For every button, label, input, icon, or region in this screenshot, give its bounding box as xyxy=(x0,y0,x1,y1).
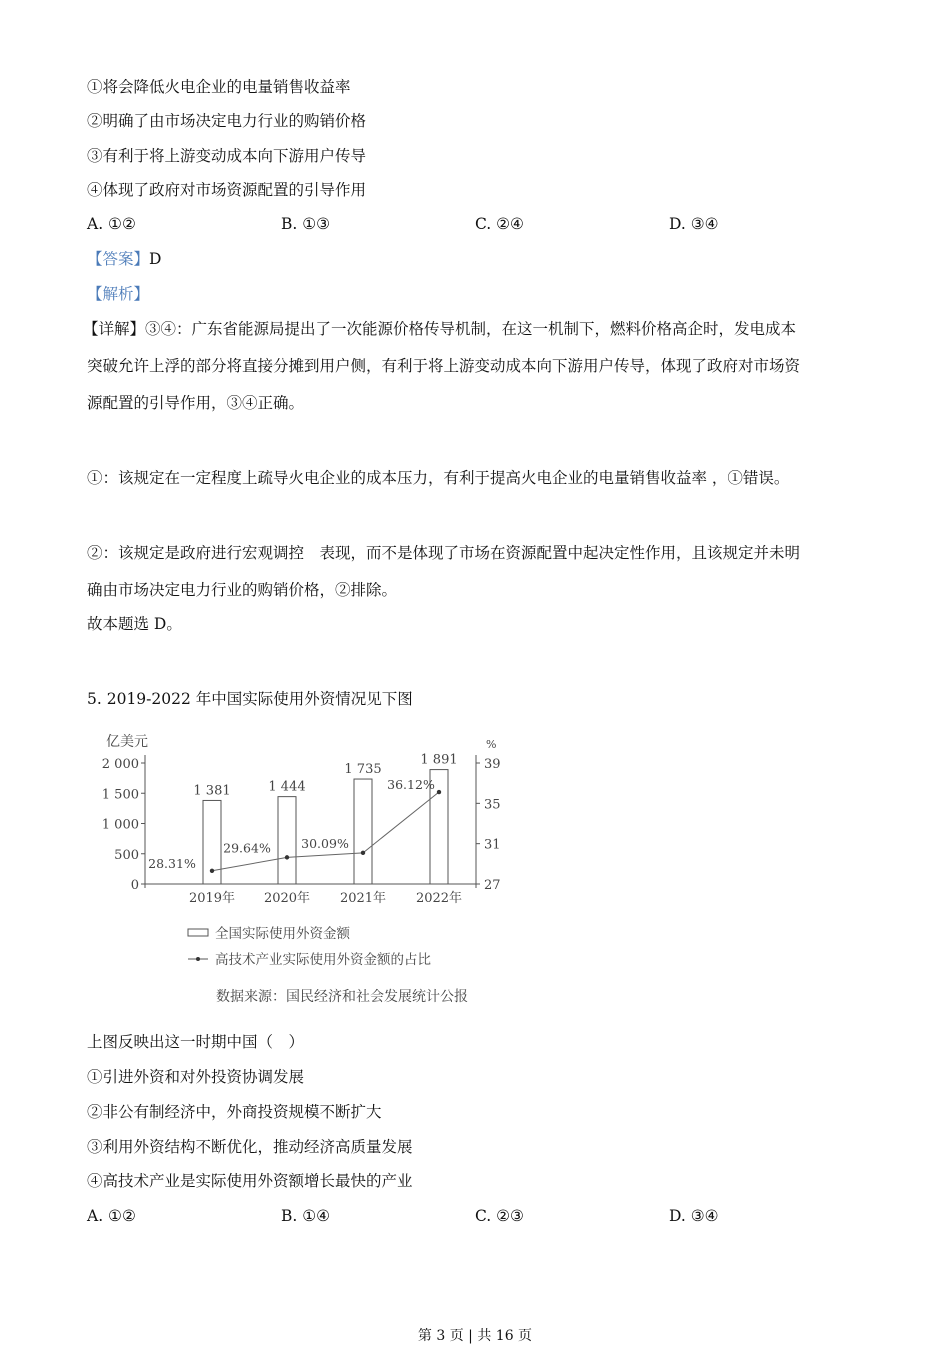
q5-statement-1: ①引进外资和对外投资协调发展 xyxy=(87,1068,305,1086)
x-tick-label: 2020年 xyxy=(263,891,311,906)
y2-tick-label: 31 xyxy=(484,837,501,853)
analysis-tag: 【解析】 xyxy=(87,285,150,303)
answer-value: D xyxy=(149,250,162,268)
q5-option-c: C. ②③ xyxy=(475,1207,524,1225)
wrong-2-line-1: ②：该规定是政府进行宏观调控 表现，而不是体现了市场在资源配置中起决定性作用，且该规定并未明 xyxy=(87,544,801,562)
detail-line-3: 源配置的引导作用，③④正确。 xyxy=(87,394,305,412)
share-value-label: 28.31% xyxy=(148,855,196,871)
q5-statement-2: ②非公有制经济中，外商投资规模不断扩大 xyxy=(87,1103,382,1121)
q5-statement-3: ③利用外资结构不断优化，推动经济高质量发展 xyxy=(87,1138,413,1156)
detail-text: ③④：广东省能源局提出了一次能源价格传导机制，在这一机制下，燃料价格高企时，发电成本 xyxy=(145,320,797,338)
q5-option-d: D. ③④ xyxy=(669,1207,719,1225)
bar-2021年 xyxy=(354,779,372,884)
fdi-chart xyxy=(100,728,510,1013)
q4-statement-2: ②明确了由市场决定电力行业的购销价格 xyxy=(87,112,367,130)
share-point xyxy=(437,790,441,794)
legend-line-label: 高技术产业实际使用外资金额的占比 xyxy=(215,952,431,968)
bar-2020年 xyxy=(278,797,296,884)
legend-line-marker xyxy=(196,957,200,961)
y2-tick-label: 35 xyxy=(484,797,501,813)
detail-line-2: 突破允许上浮的部分将直接分摊到用户侧，有利于将上游变动成本向下游用户传导，体现了政府对市场资 xyxy=(87,357,801,375)
wrong-2-line-2: 确由市场决定电力行业的购销价格，②排除。 xyxy=(87,581,398,599)
y-tick-label: 500 xyxy=(114,847,139,863)
y-tick-label: 0 xyxy=(130,878,139,893)
share-point xyxy=(210,869,214,873)
y2-tick-label: 39 xyxy=(484,757,501,772)
share-line xyxy=(212,792,439,871)
chart-source: 数据来源：国民经济和社会发展统计公报 xyxy=(216,989,468,1005)
y-tick-label: 2 000 xyxy=(101,757,139,772)
x-tick-label: 2022年 xyxy=(415,891,463,906)
detail-tag: 【详解】 xyxy=(83,320,146,338)
q4-option-a: A. ①② xyxy=(87,215,136,233)
detail-line-1 xyxy=(83,319,796,339)
share-value-label: 36.12% xyxy=(387,777,435,793)
page-footer: 第 3 页 | 共 16 页 xyxy=(417,1328,533,1344)
answer-line xyxy=(87,249,161,269)
q5-statement-4: ④高技术产业是实际使用外资额增长最快的产业 xyxy=(87,1172,413,1190)
q5-title: 5. 2019-2022 年中国实际使用外资情况见下图 xyxy=(87,690,413,708)
y-axis-label: 亿美元 xyxy=(106,734,148,750)
share-value-label: 30.09% xyxy=(301,835,349,851)
q4-option-c: C. ②④ xyxy=(475,215,524,233)
bar-value-label: 1 891 xyxy=(420,752,458,768)
answer-tag: 【答案】 xyxy=(87,250,150,268)
wrong-1: ①：该规定在一定程度上疏导火电企业的成本压力，有利于提高火电企业的电量销售收益率 ，①错误。 xyxy=(87,469,790,487)
q4-statement-3: ③有利于将上游变动成本向下游用户传导 xyxy=(87,147,367,165)
conclusion: 故本题选 D。 xyxy=(87,615,182,633)
bar-value-label: 1 735 xyxy=(344,762,382,778)
y-tick-label: 1 000 xyxy=(101,817,139,833)
share-point xyxy=(361,851,365,855)
legend-bar-label: 全国实际使用外资金额 xyxy=(215,926,350,942)
q5-stem: 上图反映出这一时期中国（ ） xyxy=(87,1033,305,1051)
q5-option-a: A. ①② xyxy=(87,1207,136,1225)
y-tick-label: 1 500 xyxy=(101,787,139,803)
share-value-label: 29.64% xyxy=(223,840,271,856)
q4-statement-1: ①将会降低火电企业的电量销售收益率 xyxy=(87,78,351,96)
bar-value-label: 1 444 xyxy=(268,779,306,795)
q4-option-d: D. ③④ xyxy=(669,215,719,233)
q5-option-b: B. ①④ xyxy=(281,1207,331,1225)
y2-tick-label: 27 xyxy=(484,878,501,893)
legend-bar-swatch xyxy=(188,929,208,936)
x-tick-label: 2021年 xyxy=(339,891,387,906)
bar-value-label: 1 381 xyxy=(193,783,231,799)
q4-option-b: B. ①③ xyxy=(281,215,331,233)
q4-statement-4: ④体现了政府对市场资源配置的引导作用 xyxy=(87,181,367,199)
x-tick-label: 2019年 xyxy=(188,891,236,906)
y2-axis-label: % xyxy=(486,738,497,751)
share-point xyxy=(285,855,289,859)
